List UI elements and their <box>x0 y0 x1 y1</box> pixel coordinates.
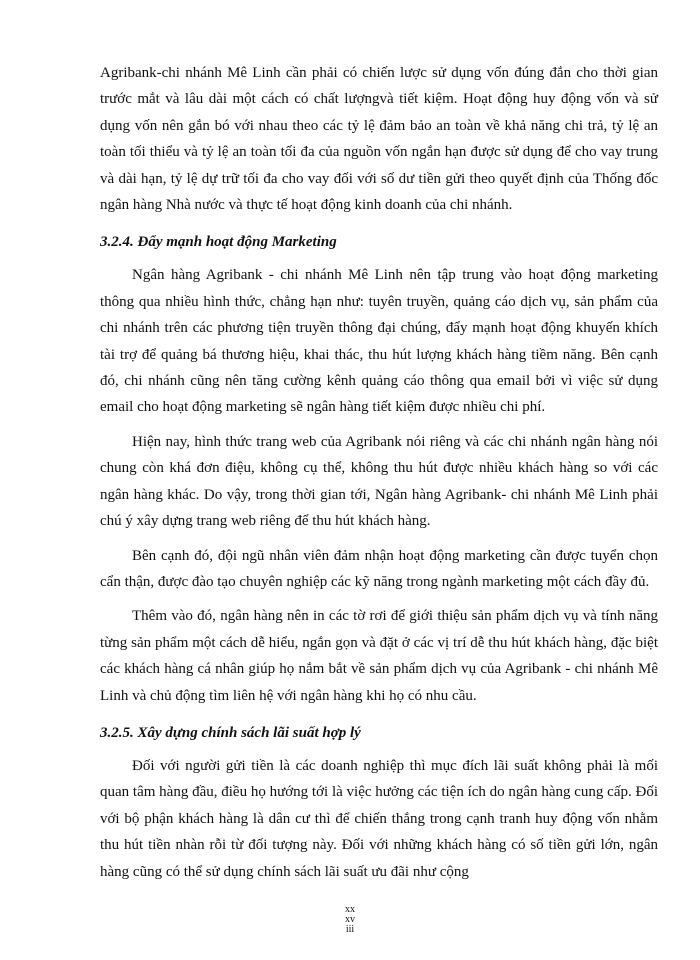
page-number-line: xv <box>345 914 355 925</box>
body-paragraph: Bên cạnh đó, đội ngũ nhân viên đảm nhận hoạt động marketing cần được tuyển chọn cẩn thận, được đào tạo chuyên nghiệp các kỹ năng trong ngành marketing một cách đầy đủ. <box>100 547 658 590</box>
page-number <box>0 905 700 935</box>
body-paragraph: Ngân hàng Agribank - chi nhánh Mê Linh nên tập trung vào hoạt động marketing thông qua nhiều hình thức, chẳng hạn như: tuyên truyền, quảng cáo dịch vụ, sản phẩm của chi nhánh trên các phương tiện truyền thông đại chúng, đẩy mạnh hoạt động khuyến khích tài trợ để quảng bá thương hiệu, khai thác, thu hút lượng khách hàng tiềm năng. Bên cạnh đó, chi nhánh cũng nên tăng cường kênh quảng cáo thông qua email bởi vì việc sử dụng email cho hoạt động marketing sẽ ngân hàng tiết kiệm được nhiều chi phí. <box>100 267 658 416</box>
page-number-line: xx <box>345 904 355 915</box>
body-paragraph: Hiện nay, hình thức trang web của Agribank nói riêng và các chi nhánh ngân hàng nói chung còn khá đơn điệu, không cụ thể, không thu hút được nhiều khách hàng so với các ngân hàng khác. Do vậy, trong thời gian tới, Ngân hàng Agribank- chi nhánh Mê Linh phải chú ý xây dựng trang web riêng để thu hút khách hàng. <box>100 433 658 530</box>
body-paragraph: Thêm vào đó, ngân hàng nên in các tờ rơi để giới thiệu sản phẩm dịch vụ và tính năng từng sản phẩm một cách dễ hiểu, ngắn gọn và đặt ở các vị trí dễ thu hút khách hàng, đặc biệt các khách hàng cá nhân giúp họ nắm bắt về sản phẩm dịch vụ của Agribank - chi nhánh Mê Linh và chủ động tìm liên hệ với ngân hàng khi họ có nhu cầu. <box>100 608 658 704</box>
continuation-paragraph: Agribank-chi nhánh Mê Linh cần phải có chiến lược sử dụng vốn đúng đắn cho thời gian trước mắt và lâu dài một cách có chất lượngvà tiết kiệm. Hoạt động huy động vốn và sử dụng vốn nên gắn bó với nhau theo các tỷ lệ đảm bảo an toàn về khả năng chi trả, tỷ lệ an toàn tối thiểu và tỷ lệ an toàn tối đa của nguồn vốn ngắn hạn được sử dụng để cho vay trung và dài hạn, tỷ lệ dự trữ tối đa cho vay đối với số dư tiền gửi theo quyết định của Thống đốc ngân hàng Nhà nước và thực tế hoạt động kinh doanh của chi nhánh. <box>100 65 658 214</box>
page-number-line: iii <box>345 924 355 935</box>
section-heading-marketing: 3.2.4. Đẩy mạnh hoạt động Marketing <box>100 234 337 251</box>
body-paragraph: Đối với người gửi tiền là các doanh nghiệp thì mục đích lãi suất không phải là mối quan tâm hàng đầu, điều họ hướng tới là việc hưởng các tiện ích do ngân hàng cung cấp. Đối với bộ phận khách hàng là dân cư thì để chiến thắng trong cạnh tranh huy động vốn nhằm thu hút tiền nhàn rỗi từ đối tượng này. Đối với những khách hàng có số tiền gửi lớn, ngân hàng cũng có thể sử dụng chính sách lãi suất ưu đãi như cộng <box>100 757 658 880</box>
document-body <box>100 60 658 885</box>
section-heading-interest-rate: 3.2.5. Xây dựng chính sách lãi suất hợp lý <box>100 724 361 741</box>
